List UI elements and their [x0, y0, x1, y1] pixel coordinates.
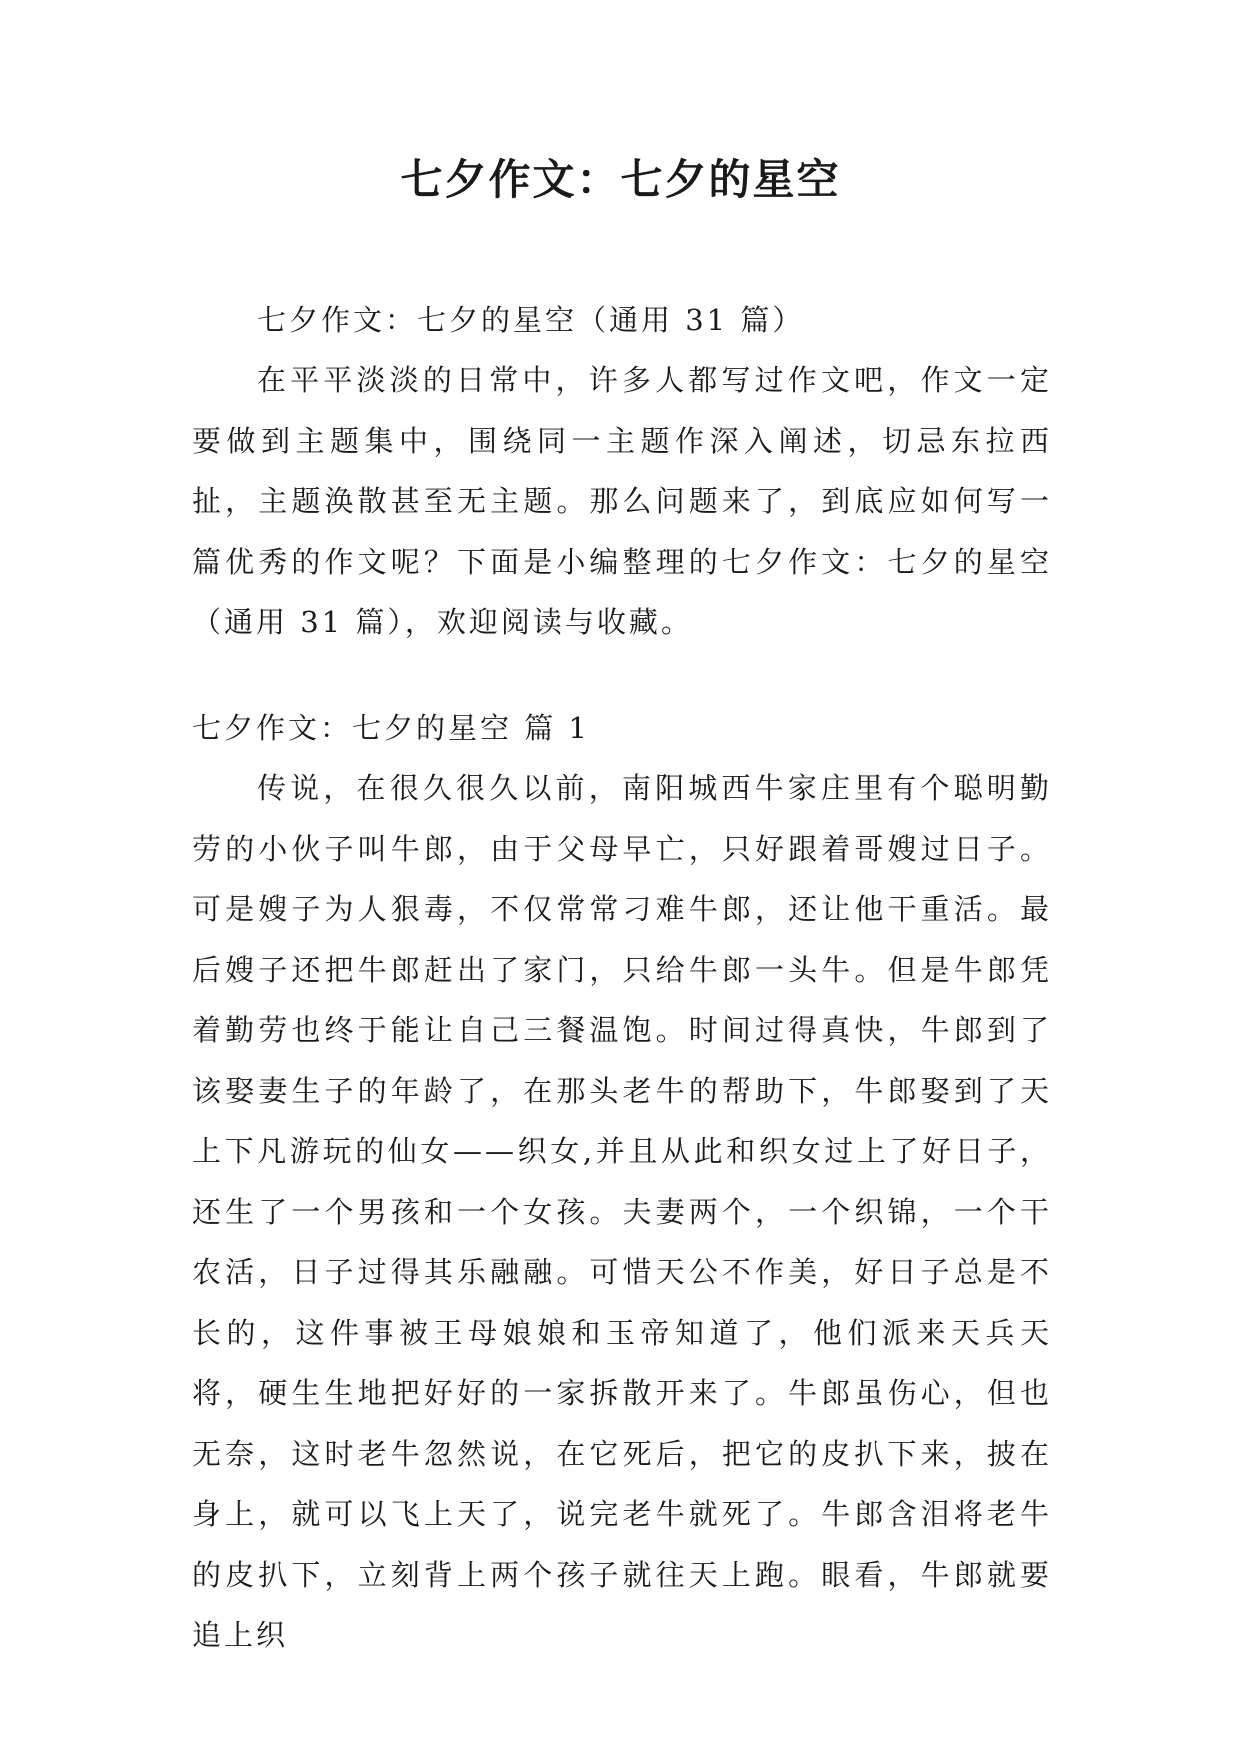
story-paragraph: 传说，在很久很久以前，南阳城西牛家庄里有个聪明勤劳的小伙子叫牛郎，由于父母早亡，只好跟着哥嫂过日子。可是嫂子为人狠毒，不仅常常刁难牛郎，还让他干重活。最后嫂子还把牛郎赶出了家门，只给牛郎一头牛。但是牛郎凭着勤劳也终于能让自己三餐温饱。时间过得真快，牛郎到了该娶妻生子的年龄了，在那头老牛的帮助下，牛郎娶到了天上下凡游玩的仙女——织女,并且从此和织女过上了好日子，还生了一个男孩和一个女孩。夫妻两个，一个织锦，一个干农活，日子过得其乐融融。可惜天公不作美，好日子总是不长的，这件事被王母娘娘和玉帝知道了，他们派来天兵天将，硬生生地把好好的一家拆散开来了。牛郎虽伤心，但也无奈，这时老牛忽然说，在它死后，把它的皮扒下来，披在身上，就可以飞上天了，说完老牛就死了。牛郎含泪将老牛的皮扒下，立刻背上两个孩子就往天上跑。眼看，牛郎就要追上织 [192, 771, 1052, 1652]
document-subtitle: 七夕作文：七夕的星空（通用 31 篇） [257, 303, 805, 337]
intro-paragraph: 在平平淡淡的日常中，许多人都写过作文吧，作文一定要做到主题集中，围绕同一主题作深入阐述，切忌东拉西扯，主题涣散甚至无主题。那么问题来了，到底应如何写一篇优秀的作文呢？下面是小编整理的七夕作文：七夕的星空（通用 31 篇），欢迎阅读与收藏。 [192, 363, 1052, 639]
document-title: 七夕作文：七夕的星空 [400, 155, 841, 204]
section-heading: 七夕作文：七夕的星空 篇 1 [192, 711, 590, 745]
